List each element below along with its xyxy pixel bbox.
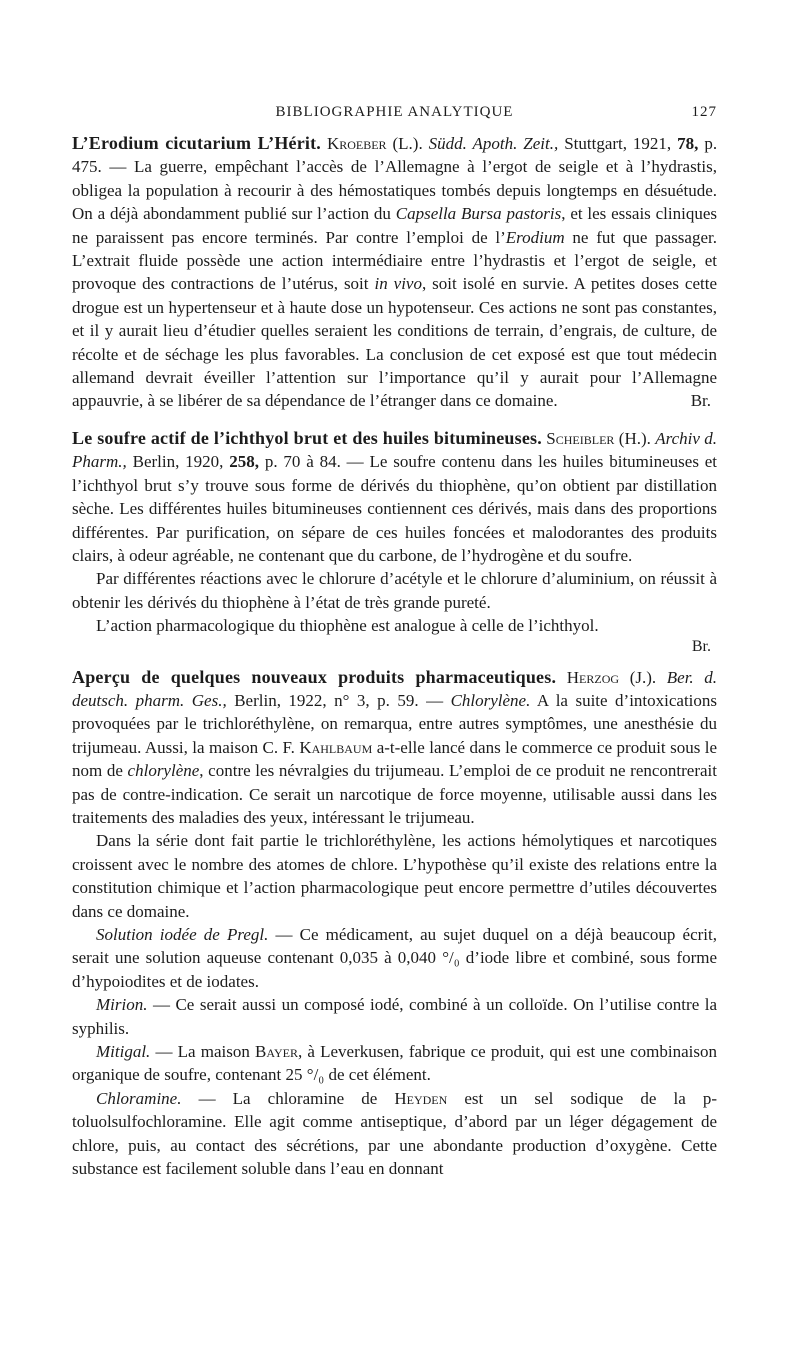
product-term: Chloramine. (96, 1088, 182, 1108)
product-term: Solution iodée de Pregl. (96, 925, 269, 944)
article-author: Kroeber (326, 134, 387, 153)
body-text: a-t-elle lancé dans le commerce ce produit sous le nom de (72, 737, 718, 781)
body-italic: Capsella Bursa pastoris (395, 204, 562, 224)
body-italic: Erodium (505, 227, 565, 247)
page-number: 127 (691, 104, 717, 120)
signature: Br. (690, 391, 711, 411)
body-text: , contre les névralgies du trijumeau. L’emploi de ce produit ne rencontrerait pas de contre-indication. Ce serait un narcotique de force moyenne, utilisable aussi dans les traitements des maladies des yeux, intéressant le trijumeau. (72, 761, 717, 827)
citation-volume: 258, (229, 452, 259, 472)
body-text: ne fut que passager. L’extrait fluide possède une action intermédiaire entre l’hydrastis et l’ergot de seigle, et provoque des contractions de l’utérus, soit (72, 227, 717, 294)
body-text: , à Leverkusen, fabrique ce produit, qui est une combinaison organique de soufre, contenant 25 °/₀ de cet élément. (72, 1042, 717, 1085)
body-paragraph (72, 1040, 717, 1087)
body-paragraph (72, 993, 717, 1040)
company-name: Heyden (394, 1088, 448, 1108)
company-name: Kahlbaum (299, 737, 373, 757)
body-text: — Ce serait aussi un composé iodé, combiné à un colloïde. On l’utilise contre la syphilis. (72, 995, 717, 1038)
citation-place-year: Berlin, 1920, (132, 452, 224, 472)
signature: Br. (691, 637, 711, 655)
product-term: chlorylène (127, 761, 200, 781)
author-initial: (L.). (392, 134, 423, 153)
article-title: Le soufre actif de l’ichthyol brut et des huiles bitumineuses. (72, 427, 542, 448)
body-text: , soit isolé en survie. A petites doses cette drogue est un hypertenseur et à haute dose un hypotenseur. Ces actions ne sont pas constantes, et il y aurait lieu d’étudier quelles seraient les conditions de terrain, d’engrais, de culture, de récolte et de séchage les plus favorables. La conclusion de cet exposé est que tout médecin allemand devrait éveiller l’attention sur l’importance qu’il y aurait pour l’Allemagne appauvrie, à se libérer de sa dépendance de l’étranger dans ce domaine. (72, 274, 717, 411)
journal-name: Archiv d. Pharm., (72, 428, 718, 472)
citation-volume: 78, (677, 134, 699, 153)
article-paragraph (72, 132, 717, 413)
body-text: — (418, 690, 451, 710)
body-text: est un sel sodique de la p-toluolsulfochloramine. Elle agit comme antiseptique, d’abord par un léger dégagement de chlore, puis, au contact des sécrétions, par une abondante production d’oxygène. Cette substance est facilement soluble dans l’eau en donnant (72, 1088, 717, 1179)
author-initial: (H.). (618, 428, 651, 448)
article-author: Herzog (566, 667, 620, 687)
running-header-title: BIBLIOGRAPHIE ANALYTIQUE (275, 104, 514, 120)
product-term: Chlorylène. (450, 690, 531, 710)
article-apercu (72, 666, 717, 1181)
journal-name: Ber. d. deutsch. pharm. Ges., (72, 667, 718, 710)
journal-name: Südd. Apoth. Zeit., (428, 134, 559, 153)
body-text: , et les essais cliniques ne paraissent pas encore terminés. Par contre l’emploi de l’ (72, 204, 717, 247)
body-text: A la suite d’intoxications provoquées par le trichloréthylène, on remarqua, entre autres symptômes, une anesthésie du trijumeau. Aussi, la maison C. F. (72, 690, 718, 757)
article-paragraph (72, 427, 717, 567)
document-page (72, 104, 717, 1180)
article-erodium (72, 132, 717, 413)
body-text: — La maison (150, 1042, 256, 1062)
citation-place-year: Stuttgart, 1921, (564, 134, 672, 153)
body-text: — Le soufre contenu dans les huiles bitumineuses et l’ichthyol brut s’y trouve sous forme de dérivés du thiophène, qu’on obtient par distillation sèche. Les différentes huiles bitumineuses contiennent ces dérivés, mais dans des proportions différentes. Par purification, on sépare de ces huiles foncées et malodorantes des produits clairs, à odeur agréable, ne contenant que du carbone, de l’hydrogène et du soufre. (72, 452, 718, 565)
citation-place-year: Berlin, 1922, n° 3, p. 59. (234, 690, 419, 710)
body-text: — Ce médicament, au sujet duquel on a déjà beaucoup écrit, serait une solution aqueuse contenant 0,035 à 0,040 °/₀ d’iode libre et combiné, sous forme d’hypoiodites et de iodates. (72, 925, 718, 991)
body-text: — La chloramine de (181, 1088, 395, 1108)
citation-pages: p. 70 à 84. (264, 452, 341, 472)
body-paragraph: L’action pharmacologique du thiophène est analogue à celle de l’ichthyol. (96, 616, 599, 636)
body-paragraph (72, 923, 717, 993)
product-term: Mitigal. (96, 1042, 151, 1062)
body-paragraph: Dans la série dont fait partie le trichloréthylène, les actions hémolytiques et narcotiques croissent avec le nombre des atomes de chlore. L’hypothèse qu’il existe des relations entre la constitution chimique et l’action pharmacologique peut encore permettre d’utiles découvertes dans ce domaine. (72, 831, 717, 921)
author-initial: (J.). (629, 667, 657, 687)
article-title: L’Erodium cicutarium L’Hérit. (72, 133, 321, 153)
body-paragraph: Par différentes réactions avec le chlorure d’acétyle et le chlorure d’aluminium, on réussit à obtenir les dérivés du thiophène à l’état de très grande pureté. (72, 569, 717, 612)
body-text: — La guerre, empêchant l’accès de l’Allemagne à l’ergot de seigle et à l’hydrastis, obligea la population à recourir à des hémostatiques tombés depuis longtemps en désuétude. On a déjà abondamment publié sur l’action du (72, 157, 717, 224)
article-author: Scheibler (546, 428, 615, 448)
company-name: Bayer (255, 1042, 298, 1062)
article-soufre (72, 427, 717, 656)
citation-pages: p. 475. (72, 134, 718, 177)
running-header (72, 104, 717, 126)
product-term: Mirion. (96, 995, 148, 1015)
body-italic: in vivo (374, 274, 422, 294)
article-title: Aperçu de quelques nouveaux produits pharmaceutiques. (72, 666, 557, 687)
body-paragraph (72, 1087, 717, 1181)
article-paragraph (72, 666, 717, 830)
